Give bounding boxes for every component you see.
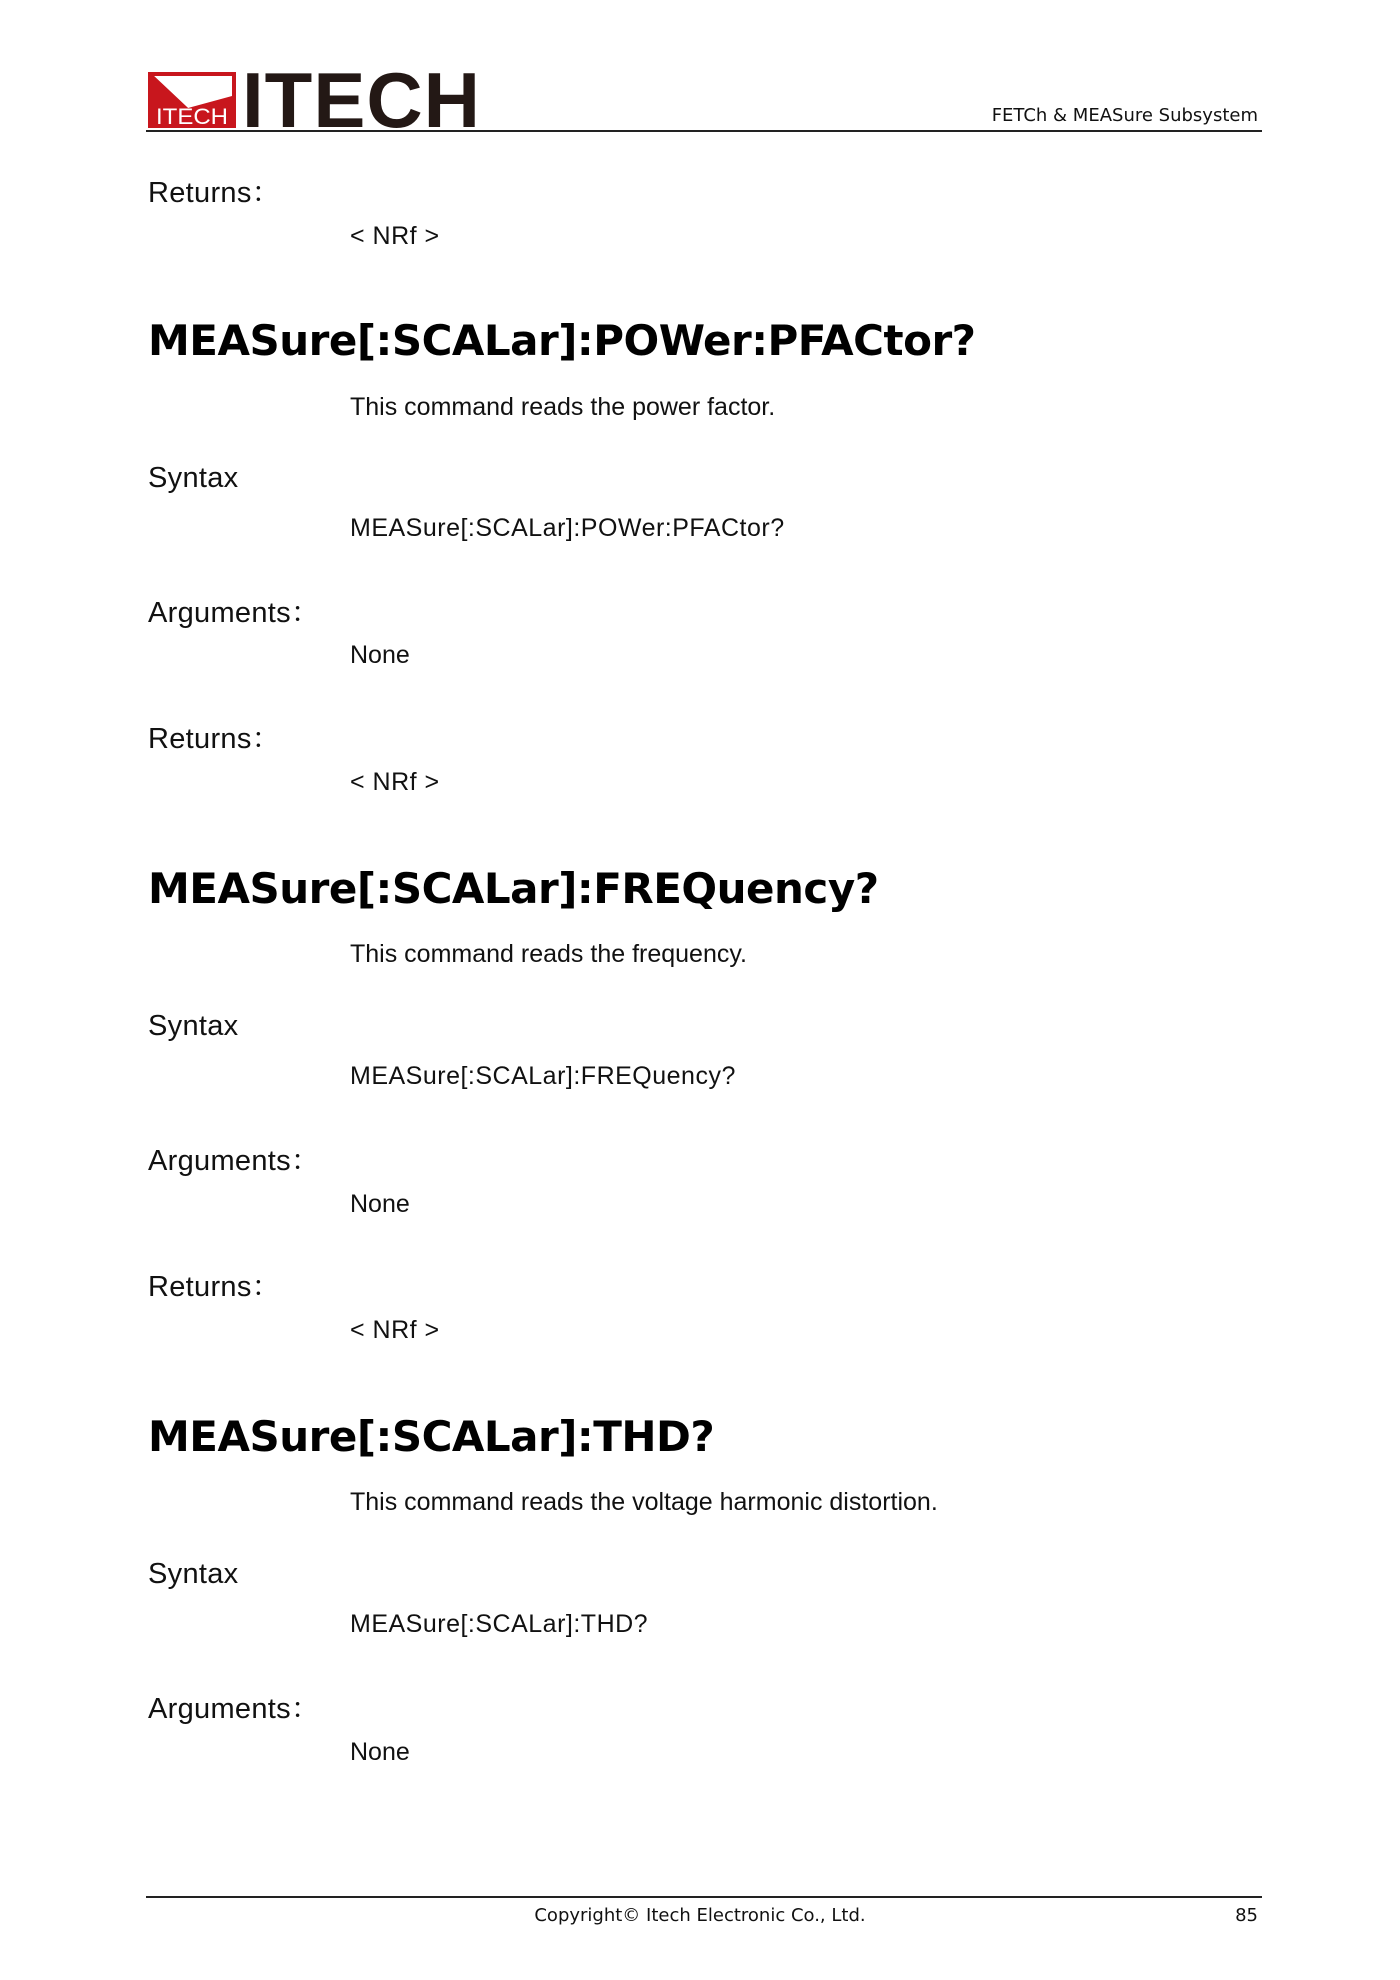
command-heading: MEASure[:SCALar]:FREQuency?	[148, 864, 879, 913]
section-header-title: FETCh & MEASure Subsystem	[991, 105, 1258, 126]
syntax-label: Syntax	[148, 462, 239, 494]
returns-label: Returns：	[148, 177, 281, 209]
footer-copyright: Copyright© Itech Electronic Co., Ltd.	[534, 1905, 866, 1926]
arguments-label: Arguments：	[148, 597, 321, 629]
arguments-value: None	[350, 1190, 410, 1218]
returns-label: Returns：	[148, 1271, 281, 1303]
returns-value: < NRf >	[350, 222, 440, 250]
returns-value: < NRf >	[350, 1316, 440, 1344]
syntax-label: Syntax	[148, 1558, 239, 1590]
command-description: This command reads the power factor.	[350, 393, 776, 421]
returns-value: < NRf >	[350, 768, 440, 796]
command-description: This command reads the voltage harmonic distortion.	[350, 1488, 938, 1516]
command-heading: MEASure[:SCALar]:POWer:PFACtor?	[148, 316, 976, 365]
arguments-label: Arguments：	[148, 1145, 321, 1177]
page-number: 85	[1235, 1905, 1258, 1926]
syntax-label: Syntax	[148, 1010, 239, 1042]
arguments-value: None	[350, 1738, 410, 1766]
command-heading: MEASure[:SCALar]:THD?	[148, 1412, 715, 1461]
syntax-value: MEASure[:SCALar]:POWer:PFACtor?	[350, 514, 785, 542]
command-description: This command reads the frequency.	[350, 940, 747, 968]
returns-label: Returns：	[148, 723, 281, 755]
footer-divider	[146, 1896, 1262, 1898]
syntax-value: MEASure[:SCALar]:THD?	[350, 1610, 649, 1638]
arguments-label: Arguments：	[148, 1693, 321, 1725]
logo-wordmark: ITECH	[242, 56, 481, 144]
page-header	[146, 56, 1262, 144]
logo-mark-text: ITECH	[156, 104, 228, 128]
arguments-value: None	[350, 641, 410, 669]
itech-logo	[148, 56, 481, 144]
syntax-value: MEASure[:SCALar]:FREQuency?	[350, 1062, 736, 1090]
logo-mark-icon	[148, 72, 236, 128]
